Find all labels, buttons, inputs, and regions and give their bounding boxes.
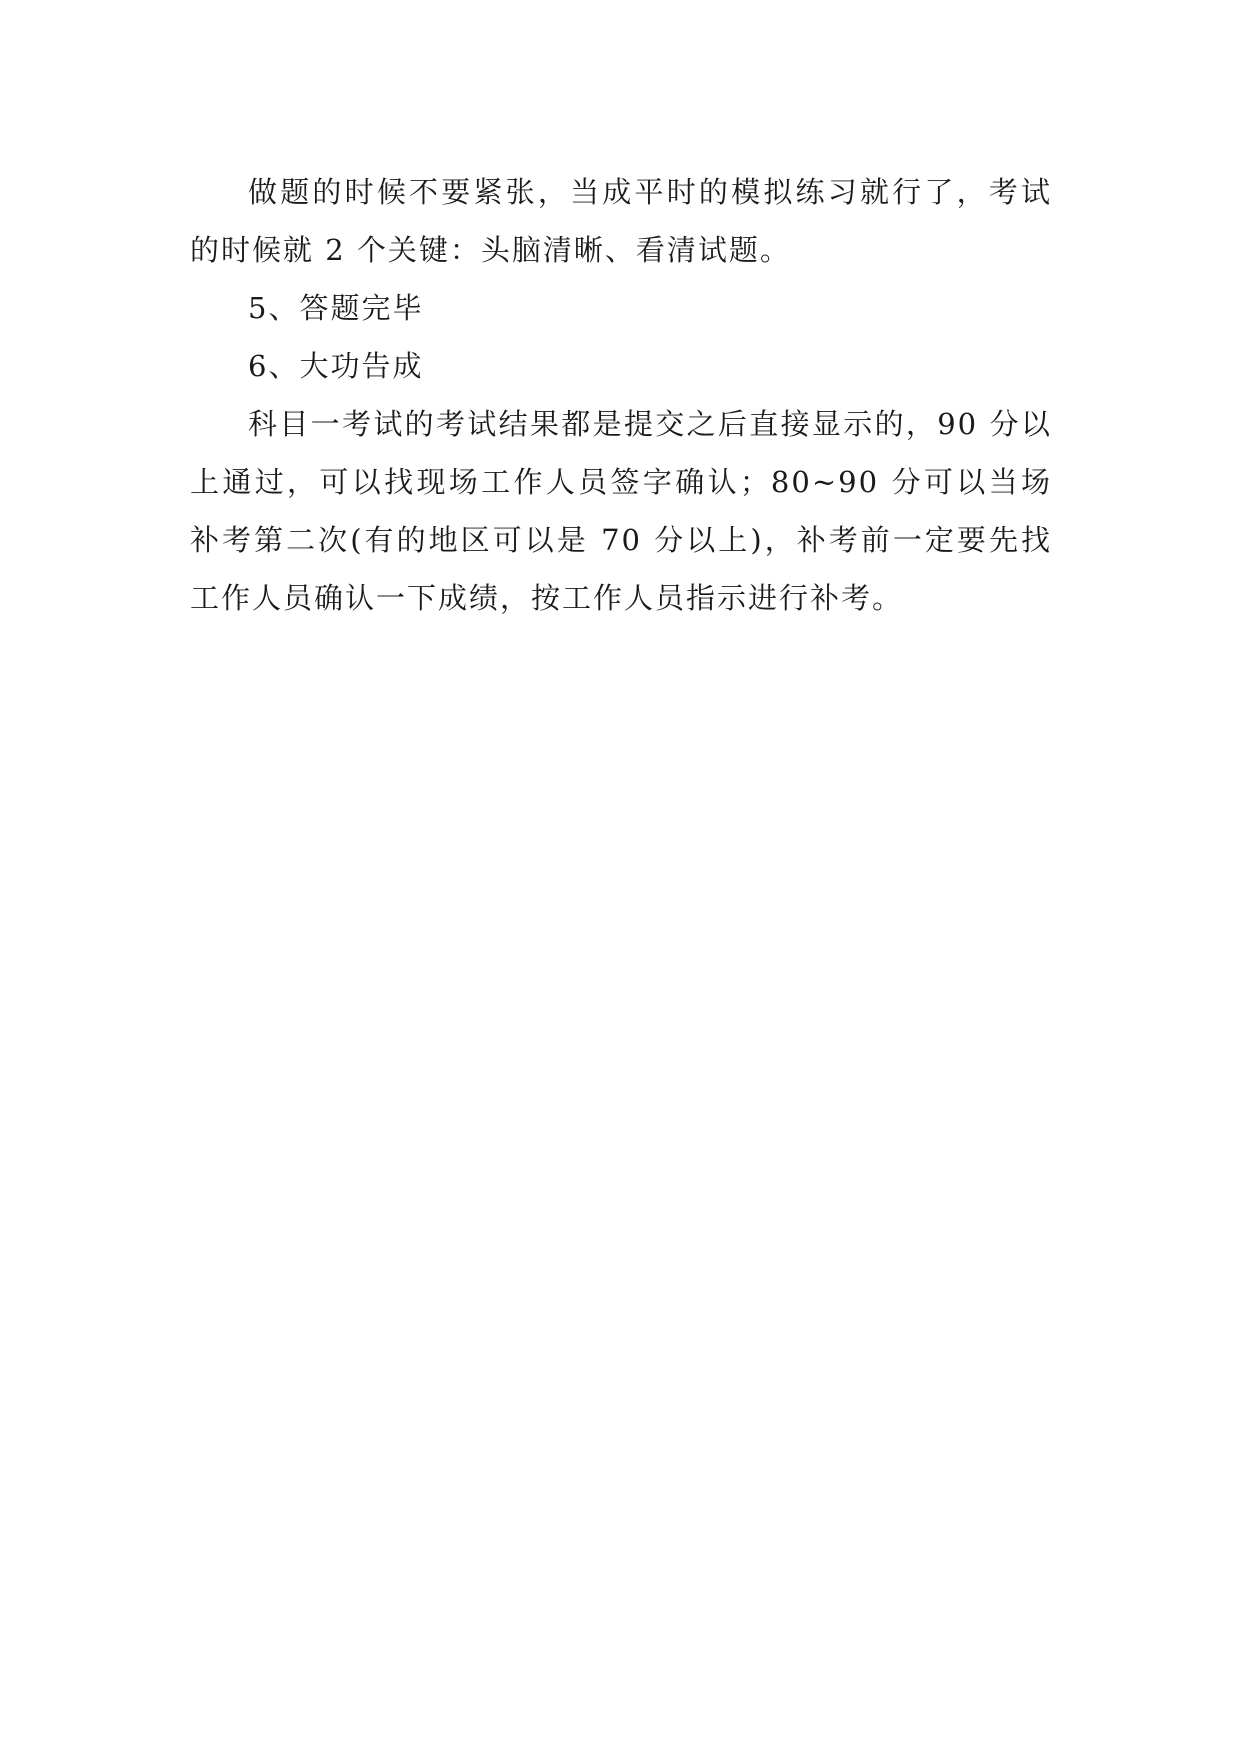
paragraph-exam-results: 科目一考试的考试结果都是提交之后直接显示的，90 分以上通过，可以找现场工作人员签字确认；80~90 分可以当场补考第二次(有的地区可以是 70 分以上)，补考前一定要先找工作人员确认一下成绩，按工作人员指示进行补考。 xyxy=(190,407,1052,615)
step-6-heading: 6、大功告成 xyxy=(248,349,424,383)
paragraph-exam-tips: 做题的时候不要紧张，当成平时的模拟练习就行了，考试的时候就 2 个关键：头脑清晰、看清试题。 xyxy=(190,175,1052,267)
document-body xyxy=(190,163,1052,627)
step-5-heading: 5、答题完毕 xyxy=(248,291,424,325)
